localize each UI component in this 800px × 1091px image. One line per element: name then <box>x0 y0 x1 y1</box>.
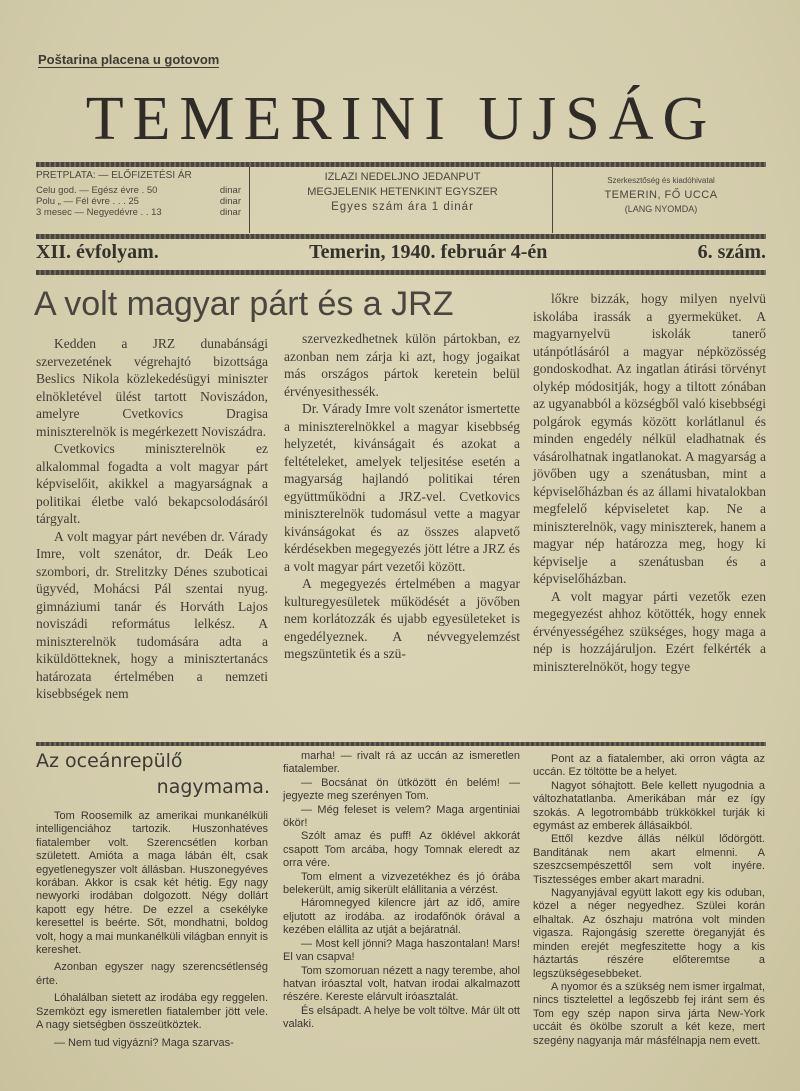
article-column <box>36 335 268 703</box>
office-label: Szerkesztőség és kiadóhivatal <box>607 176 715 185</box>
single-issue-price: Egyes szám ára 1 dinár <box>331 201 474 213</box>
story-column <box>36 810 268 1054</box>
divider-rule <box>36 742 766 746</box>
paragraph: A nyomor és a szükség nem ismer irgalmat, nincs tisztelettel a legőszebb fej iránt sem és Tom egy szép napon sirva járta New-York uccáit és ökölbe szorult a két keze, mert szegény nagyanja már másfélnapja nem evett. <box>533 980 765 1047</box>
price-label: 3 mesec — Negyedévre . . 13 <box>36 207 162 218</box>
paragraph: Azonban egyszer nagy szerencsétlenség érte. <box>36 961 268 987</box>
divider-vertical <box>249 167 250 233</box>
paragraph: — Most kell jönni? Maga haszontalan! Mars! El van csapva! <box>283 937 520 964</box>
office-address: TEMERIN, FŐ UCCA <box>604 189 718 201</box>
paragraph: És elsápadt. A helye be volt töltve. Már ült ott valaki. <box>283 1004 520 1031</box>
paragraph: marha! — rivalt rá az uccán az ismeretlen fiatalember. <box>283 750 520 776</box>
issue-date: Temerin, 1940. február 4-én <box>309 241 548 263</box>
paragraph: Dr. Várady Imre volt szenátor ismertette a miniszterelnökkel a magyar kisebbség helyzetét, kivánságait és azokat a feltételeket, amelyek teljesitése esetén a magyarság hajlandó politikai téren együttműködni a JRZ-vel. Cvetkovics miniszterelnök tudomásul vette a magyar kivánságokat és az összes alapvető kérdésekben megegyezés jött létre a JRZ és a volt magyar párt vezetői között. <box>284 401 520 574</box>
story-column <box>283 750 520 1032</box>
paragraph: Nagyanyjával együtt lakott egy kis oduban, közel a néger negyedhez. Szülei korán elhaltak. Az ószhaju matróna volt minden vigasza. Rajongásig szerette öreganyját és minden erejét megfeszitette hogy a kis háztartás részére előteremtse a legszükségesebbeket. <box>533 887 765 980</box>
volume-number: XII. évfolyam. <box>36 241 159 263</box>
story-column <box>533 753 765 1048</box>
paragraph: Szólt amaz és puff! Az öklével akkorát csapott Tom arcába, hogy Tomnak eleredt az orra vére. <box>283 830 520 870</box>
publication-frequency-serbian: IZLAZI NEDELJNO JEDANPUT <box>324 171 481 183</box>
paragraph: Pont az a fiatalember, aki orron vágta az uccán. Ez töltötte be a helyet. <box>533 753 765 779</box>
paragraph: lőkre bizzák, hogy milyen nyelvü iskolába irassák a gyermeküket. A magyarnyelvü iskolák tanerő utánpótlásáról a magyar népközösség gondoskodhat. Az ingatlan átirási törvényt olykép módositják, hogy a tiltott zónában az ugyanabból a községből való kisebbségi polgárok egymás között korlátlanul és minden engedély nélkül eladhatnak és vásárolhatnak ingatlanokat. A magyarság a jövőben ugy a szenátusban, mint a képviselőházban és az állami hivatalokban megfelelő képviseletet kap. Ne a miniszterelnök, vagy miniszterek, hanem a magyar nép határozza meg, hogy ki képviselje a szenátusban és a képviselőházban. <box>533 291 766 586</box>
paragraph: — Nem tud vigyázni? Maga szarvas- <box>54 1036 234 1049</box>
paragraph: Nagyot sóhajtott. Bele kellett nyugodnia a változhatatlanba. Amerikában már ez így szokás. A legotrombább trükkökkel turják ki egymást az emberek állásaikból. <box>533 779 765 833</box>
postage-notice: Poštarina placena u gotovom <box>38 52 220 67</box>
article-column <box>284 330 520 663</box>
divider-vertical <box>552 167 553 233</box>
paragraph: A volt magyar párti vezetők ezen megegyezést ahhoz kötötték, hogy ennek érvényességéhez szükséges, hogy maga a nép is hozzájáruljon. Ezért felkérték a miniszterelnököt, hogy tegye <box>533 588 766 674</box>
newspaper-masthead: TEMERINI UJSÁG <box>85 85 717 153</box>
paragraph: szervezkedhetnek külön pártokban, ez azonban nem zárja ki azt, hogy jogaikat más országos pártok keretein belül érvényesithessék. <box>284 331 520 399</box>
divider-rule <box>36 270 766 275</box>
price-unit: dinar <box>219 207 241 218</box>
article-column <box>533 290 766 675</box>
paragraph: Lóhalálban sietett az irodába egy reggelen. Szemközt egy ismeretlen fiatalember jött vele. A nagy sietségben összeütköztek. <box>36 992 268 1032</box>
subscription-box <box>36 170 241 218</box>
divider-rule <box>36 234 766 239</box>
paragraph: A megegyezés értelmében a magyar kulturegyesületek működését a jövőben nem korlátozzák és ujabb egyesületeket is engedélyeznek. A névvegyelemzést megszüntetik és a szü- <box>284 576 520 661</box>
issue-number: 6. szám. <box>697 241 766 263</box>
paragraph: Ettől kezdve állás nélkül lődörgött. Banditának nem akart elmenni. A szeszcsempészettől sem volt inyére. Tisztességes ember akart maradni. <box>533 833 765 886</box>
publication-frequency-hungarian: MEGJELENIK HETENKINT EGYSZER <box>307 186 498 198</box>
story-title: Az oceánrepülő <box>36 750 183 772</box>
paragraph: Tom Roosemilk az amerikai munkanélküli intelligenciához tartozik. Huszonhatéves fiatalember volt. Szerencsétlen korban született. Amióta a maga lábán élt, csak egyetlenegyszer volt állásban. Huszonegyéves korában. Akkor is csak két hétig. Egy nagy newyorki irodában dolgozott. Négy dollárt kapott egy hétre. De ezzel a csekélyke keresettel is beérte. Sőt, mondhatni, boldog volt, hogy a mai munkanélküli világban ennyit is kereshet. <box>36 810 268 957</box>
paragraph: Kedden a JRZ dunabánsági szervezetének végrehajtó bizottsága Beslics Nikola közlekedésügyi miniszter elnökletével ülést tartott Noviszádon, amelyre Cvetkovics Dragisa miniszterelnök is megérkezett Noviszádra. <box>36 336 268 439</box>
paragraph: — Még feleset is velem? Maga argentiniai ökör! <box>283 803 520 830</box>
price-label: Celu god. — Egész évre . 50 <box>36 185 158 196</box>
price-unit: dinar <box>219 185 241 196</box>
publication-info <box>255 170 550 215</box>
subscription-heading: PRETPLATA: — ELŐFIZETÉSI ÁR <box>36 170 192 181</box>
divider-rule <box>36 162 766 167</box>
subscription-row <box>36 196 241 207</box>
editorial-office <box>556 175 766 215</box>
paragraph: Cvetkovics miniszterelnök ez alkalommal fogadta a volt magyar párt képviselőit, akikkel a magyarságnak a politikai életbe való bekapcsolodásáról tárgyalt. <box>36 441 268 526</box>
dateline <box>36 241 766 264</box>
printer-name: (LANG NYOMDA) <box>624 204 698 214</box>
paragraph: Tom szomoruan nézett a nagy terembe, ahol hatvan iróasztal volt, hatvan irodai alkalmazott részére. Kereste elárvult iróasztalát. <box>283 964 520 1004</box>
price-unit: dinar <box>219 196 241 207</box>
story-title-continued: nagymama. <box>156 776 270 798</box>
article-headline: A volt magyar párt és a JRZ <box>34 285 454 323</box>
paragraph: Háromnegyed kilencre járt az idő, amire eljutott az irodába. az irodafőnök órával a kezében elállita az utját a bejáratnál. <box>283 897 520 937</box>
paragraph: Tom elment a vizvezetékhez és jó órába belekerült, amig sikerült elállitania a vérzést. <box>283 870 520 897</box>
subscription-row <box>36 207 241 218</box>
paragraph: A volt magyar párt nevében dr. Várady Imre, volt szenátor, dr. Deák Leo szombori, dr. Strelitzky Dénes szuboticai ügyvéd, Mohácsi Pál szentai nyug. gimnáziumi tanár és Horváth Lajos noviszádi református lelkész. A miniszterelnök tudomására adta a kiküldötteknek, hogy a minisztertanács határozata értelmében a nemzeti kisebbségek nem <box>36 528 268 701</box>
paragraph: — Bocsánat ön ütközött én belém! — jegyezte meg szerényen Tom. <box>283 776 520 803</box>
price-label: Polu „ — Fél évre . . . 25 <box>36 196 139 207</box>
subscription-row <box>36 185 241 196</box>
